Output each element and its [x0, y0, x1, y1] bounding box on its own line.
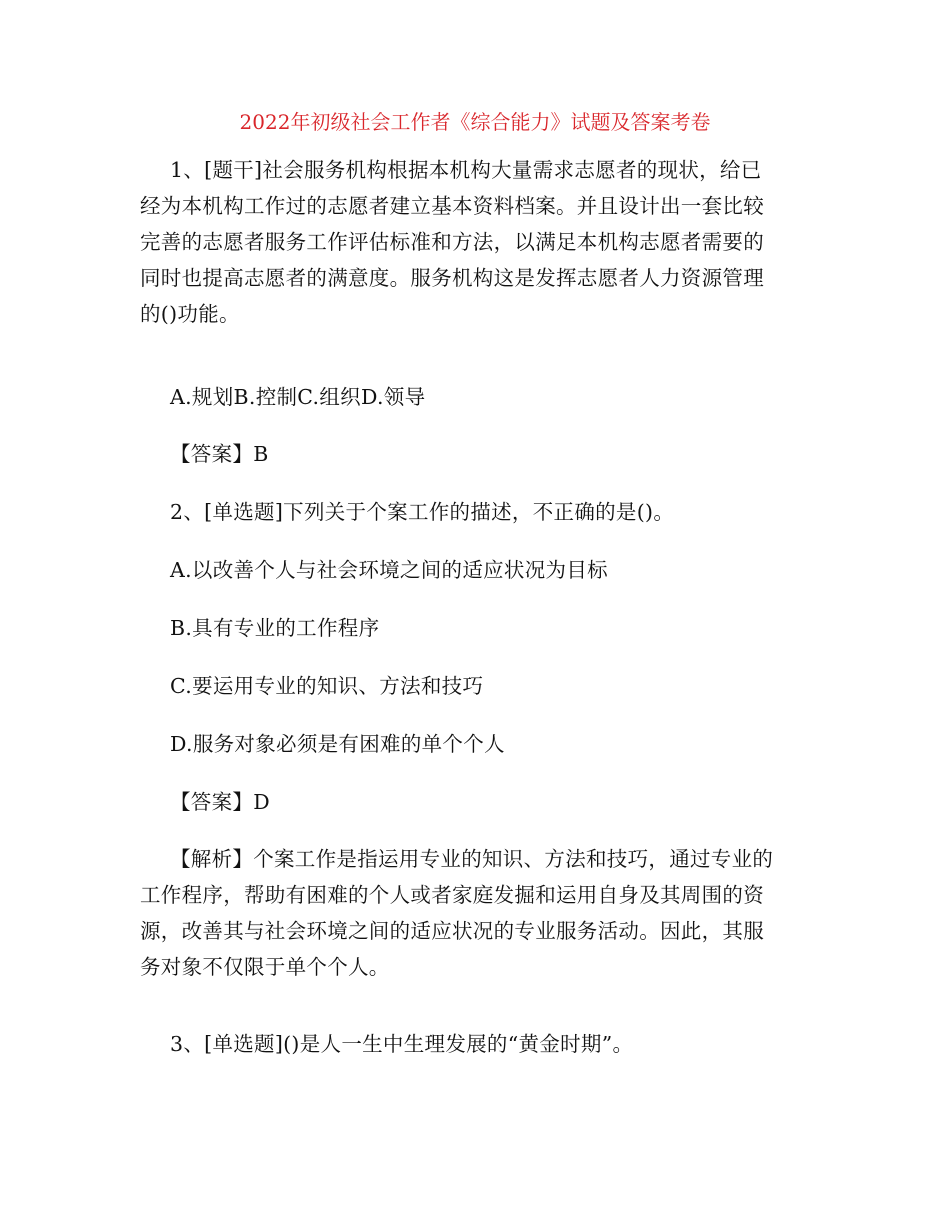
question-2-answer: 【答案】D	[170, 790, 270, 814]
question-2-stem: 2、[单选题]下列关于个案工作的描述，不正确的是()。	[170, 500, 675, 524]
question-1-line: 经为本机构工作过的志愿者建立基本资料档案。并且设计出一套比较	[140, 194, 764, 218]
question-1-options: A.规划B.控制C.组织D.领导	[170, 385, 426, 409]
question-1-line: 的()功能。	[140, 302, 240, 326]
question-3-stem: 3、[单选题]()是人一生中生理发展的“黄金时期”。	[170, 1032, 634, 1056]
question-1-line: 1、[题干]社会服务机构根据本机构大量需求志愿者的现状，给已	[170, 158, 762, 182]
question-1-answer: 【答案】B	[170, 442, 269, 466]
analysis-line: 务对象不仅限于单个个人。	[140, 955, 390, 979]
question-1-line: 完善的志愿者服务工作评估标准和方法，以满足本机构志愿者需要的	[140, 230, 764, 254]
question-2-option-d: D.服务对象必须是有困难的单个个人	[170, 732, 505, 756]
question-2-analysis	[140, 841, 815, 985]
analysis-line: 源，改善其与社会环境之间的适应状况的专业服务活动。因此，其服	[140, 919, 764, 943]
document-title: 2022年初级社会工作者《综合能力》试题及答案考卷	[239, 110, 711, 134]
question-1-line: 同时也提高志愿者的满意度。服务机构这是发挥志愿者人力资源管理	[140, 266, 764, 290]
question-2-option-b: B.具有专业的工作程序	[170, 616, 380, 640]
analysis-line: 工作程序，帮助有困难的个人或者家庭发掘和运用自身及其周围的资	[140, 883, 764, 907]
question-1-stem	[140, 152, 815, 332]
question-2-option-c: C.要运用专业的知识、方法和技巧	[170, 674, 484, 698]
question-2-option-a: A.以改善个人与社会环境之间的适应状况为目标	[170, 558, 608, 582]
analysis-line: 【解析】个案工作是指运用专业的知识、方法和技巧，通过专业的	[170, 847, 774, 871]
